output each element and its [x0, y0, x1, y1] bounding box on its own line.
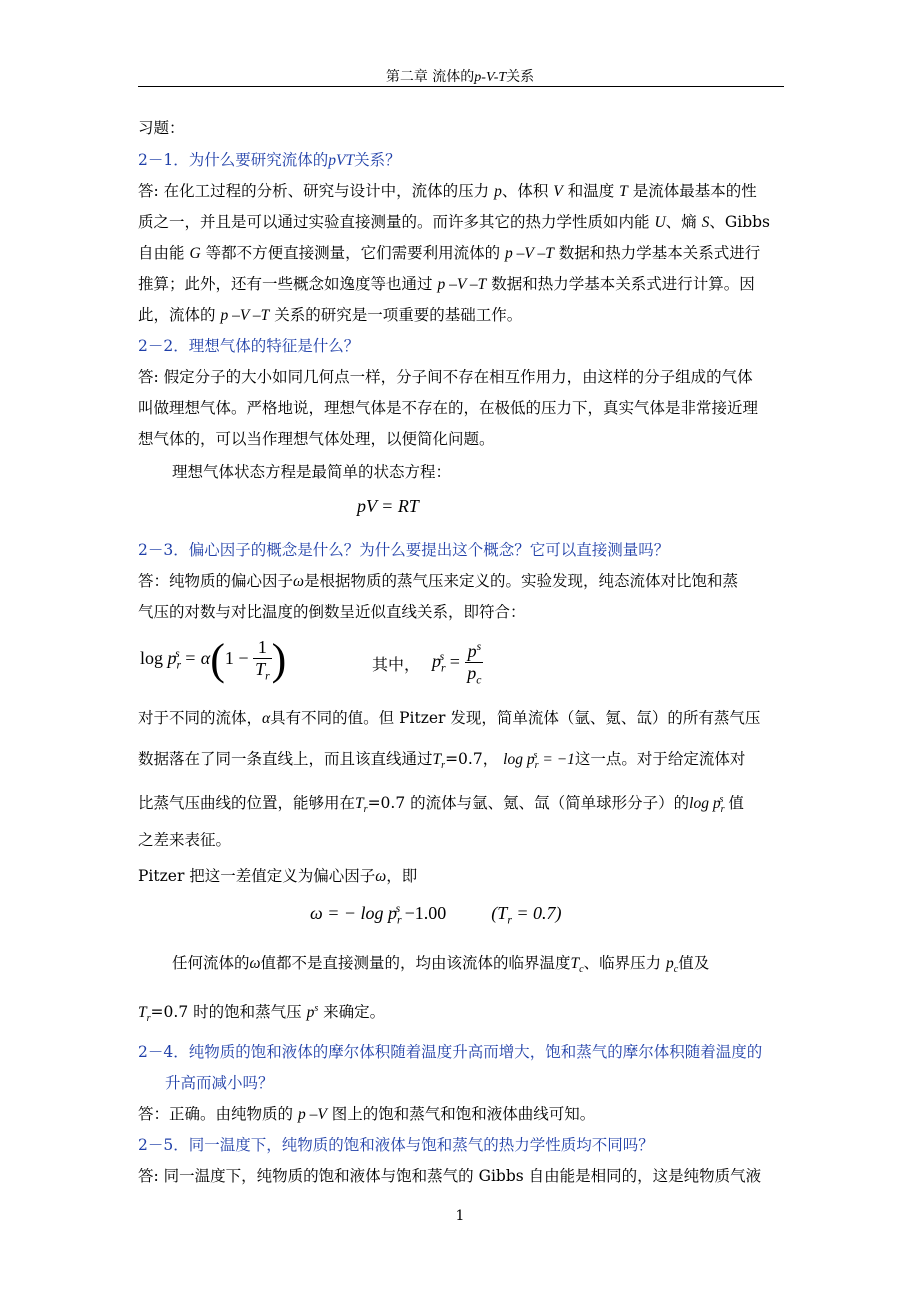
header-chapter: 第二章 流体的 [385, 69, 475, 85]
a3-l8: 任何流体的 [172, 954, 250, 972]
sym-omega-1: ω [293, 573, 304, 590]
a3-l4b: =0.7， [445, 750, 499, 769]
a3-l7b: ，即 [386, 867, 418, 885]
answer-2-4 [138, 1104, 595, 1125]
answer-2-2-line-1: 答: 假定分子的大小如同几何点一样，分子间不存在相互作用力，由这样的分子组成的气体 [138, 368, 753, 386]
a1-l1b: 、体积 [501, 182, 549, 200]
ideal-gas-equation: pV = RT [357, 496, 419, 516]
a3-l5b: =0.7 的流体与氩、氪、氙（简单球形分子）的 [367, 794, 690, 813]
a1-l5: 此，流体的 [138, 306, 216, 324]
a1-l3c: 数据和热力学基本关系式进行 [558, 244, 761, 262]
eq-num: 1 [257, 637, 267, 657]
sym-omega-2: ω [375, 868, 387, 885]
a3-l9b: =0.7 时的饱和蒸气压 [150, 1003, 302, 1022]
a4-text: 答：正确。由纯物质的 [138, 1105, 294, 1123]
answer-2-3-line-6: 之差来表征。 [138, 831, 232, 849]
eq-log: log [140, 647, 164, 668]
eq-den: $T_r$ [255, 659, 270, 683]
a3-l5c: 值 [728, 794, 744, 813]
answer-2-3-line-9: $T_r=0.7$ 时的饱和蒸气压 $p^s$ 来确定。 [138, 1003, 386, 1025]
a1-l1c: 和温度 [567, 182, 615, 200]
sym-omega-3: ω [249, 955, 261, 972]
header-pvt: p-V-T [474, 70, 507, 85]
a3-l4c: 这一点。对于给定流体对 [574, 750, 746, 769]
a3-l8c: 、临界压力 [583, 954, 662, 972]
answer-2-1-line-5 [138, 305, 522, 326]
a3-l3: 对于不同的流体， [138, 709, 263, 727]
answer-2-3-line-5: 比蒸气压曲线的位置，能够用在$T_r=0.7$ 的流体与氩、氪、氙（简单球形分子）的$\log p_r^s$ 值 [138, 794, 744, 816]
a4-b: 图上的饱和蒸气和饱和液体曲线可知。 [331, 1105, 596, 1123]
a3-log-eq: = −1 [542, 751, 575, 769]
a1-l2b: 、熵 [665, 213, 697, 231]
sym-p: p [494, 183, 502, 200]
eq-pr: $p_r^s$ [167, 646, 182, 672]
answer-2-2-line-3: 想气体的，可以当作理想气体处理，以便简化问题。 [138, 430, 495, 448]
sym-s: S [701, 214, 710, 231]
a3-l5: 比蒸气压曲线的位置，能够用在 [138, 794, 356, 813]
sym-t: T [619, 183, 628, 200]
a3-l7: Pitzer 把这一差值定义为偏心因子 [138, 867, 376, 885]
a1-l3b: 等都不方便直接测量，它们需要利用流体的 [205, 244, 501, 262]
answer-2-3-line-8: 任何流体的ω值都不是直接测量的，均由该流体的临界温度$T_c$、临界压力 $p_c$值及 [172, 954, 710, 976]
a3-l8b: 值都不是直接测量的，均由该流体的临界温度 [260, 954, 571, 972]
answer-2-2-line-4: 理想气体状态方程是最简单的状态方程： [172, 463, 452, 481]
eq-paren-close: ) [271, 634, 287, 684]
q1-pvt: pVT [328, 152, 355, 169]
answer-2-3-line-1 [138, 571, 738, 592]
sym-pv: p –V [297, 1106, 327, 1123]
sym-u: U [654, 214, 666, 231]
a1-l1: 答: 在化工过程的分析、研究与设计中，流体的压力 [138, 182, 490, 200]
answer-2-3-line-7 [138, 866, 417, 887]
answer-2-1-line-2 [138, 212, 770, 233]
reduced-pressure-definition: $p_r^s$ = $\frac{p^s}{p_c}$ [432, 640, 482, 687]
q1-text: 2－1．为什么要研究流体的 [138, 151, 329, 169]
question-2-4-line-2: 升高而减小吗？ [165, 1074, 274, 1092]
eq-paren-open: ( [210, 634, 225, 684]
answer-2-3-line-2: 气压的对数与对比温度的倒数呈近似直线关系，即符合： [138, 603, 526, 621]
q1-end: 关系？ [354, 151, 401, 169]
answer-2-1-line-4 [138, 274, 755, 295]
exercises-heading: 习题： [138, 119, 185, 137]
answer-2-1-line-3 [138, 243, 760, 264]
a1-l5b: 关系的研究是一项重要的基础工作。 [274, 306, 523, 324]
a1-l3: 自由能 [138, 244, 185, 262]
answer-2-3-line-4: 数据落在了同一条直线上，而且该直线通过$T_r=0.7$， $\log p_r^s = -1$这一点。对于给定流体对 [138, 750, 746, 772]
vapor-pressure-equation [140, 634, 287, 684]
omega-cond-val: = 0.7) [511, 903, 562, 923]
omega-cond: (T [491, 903, 508, 923]
answer-2-3-line-3 [138, 708, 760, 729]
a3-l4: 数据落在了同一条直线上，而且该直线通过 [138, 750, 433, 769]
sym-alpha: α [262, 710, 271, 727]
a1-l2c: 、Gibbs [709, 213, 770, 231]
answer-2-1-line-1 [138, 181, 757, 202]
running-header [0, 66, 920, 86]
where-label: 其中， [372, 655, 421, 674]
a3-l8d: 值及 [678, 954, 710, 972]
header-rule [138, 86, 784, 87]
a1-l2: 质之一，并且是可以通过实验直接测量的。而许多其它的热力学性质如内能 [138, 213, 650, 231]
header-suffix: 关系 [506, 69, 535, 85]
sym-pvt-3: p –V –T [220, 307, 270, 324]
question-2-3: 2－3．偏心因子的概念是什么？为什么要提出这个概念？它可以直接测量吗？ [138, 541, 670, 559]
sym-pvt-2: p –V –T [437, 276, 487, 293]
a3-l3b: 具有不同的值。但 Pitzer 发现，简单流体（氩、氪、氙）的所有蒸气压 [270, 709, 761, 727]
omega-left: ω = − log [310, 903, 384, 923]
question-2-4-line-1: 2－4．纯物质的饱和液体的摩尔体积随着温度升高而增大，饱和蒸气的摩尔体积随着温度的 [138, 1043, 763, 1061]
a3-l9c: 来确定。 [323, 1003, 386, 1022]
a3-l1: 答：纯物质的偏心因子 [138, 572, 294, 590]
answer-2-2-line-2: 叫做理想气体。严格地说，理想气体是不存在的，在极低的压力下，真实气体是非常接近理 [138, 399, 759, 417]
page-number: 1 [455, 1208, 465, 1224]
sym-pvt-1: p –V –T [505, 245, 554, 262]
eq-fraction [253, 637, 272, 683]
a3-l1b: 是根据物质的蒸气压来定义的。实验发现，纯态流体对比饱和蒸 [303, 572, 738, 590]
acentric-factor-equation: ω = − $\log p_r^s -1.00$ $(T_r = 0.7)$ [310, 902, 562, 927]
a1-l4b: 数据和热力学基本关系式进行计算。因 [491, 275, 755, 293]
eq-one-minus: 1 − [224, 647, 249, 668]
answer-2-5-line-1: 答: 同一温度下，纯物质的饱和液体与饱和蒸气的 Gibbs 自由能是相同的，这是纯物质气液 [138, 1167, 762, 1185]
a1-l4: 推算；此外，还有一些概念如逸度等也通过 [138, 275, 433, 293]
sym-v: V [553, 183, 563, 200]
a1-l1d: 是流体最基本的性 [632, 182, 757, 200]
omega-right: −1.00 [404, 903, 447, 923]
question-2-1 [138, 150, 401, 171]
question-2-2: 2－2．理想气体的特征是什么？ [138, 337, 360, 355]
sym-g: G [189, 245, 201, 262]
eq-alpha: = α [184, 647, 211, 668]
question-2-5: 2－5．同一温度下，纯物质的饱和液体与饱和蒸气的热力学性质均不同吗？ [138, 1136, 654, 1154]
